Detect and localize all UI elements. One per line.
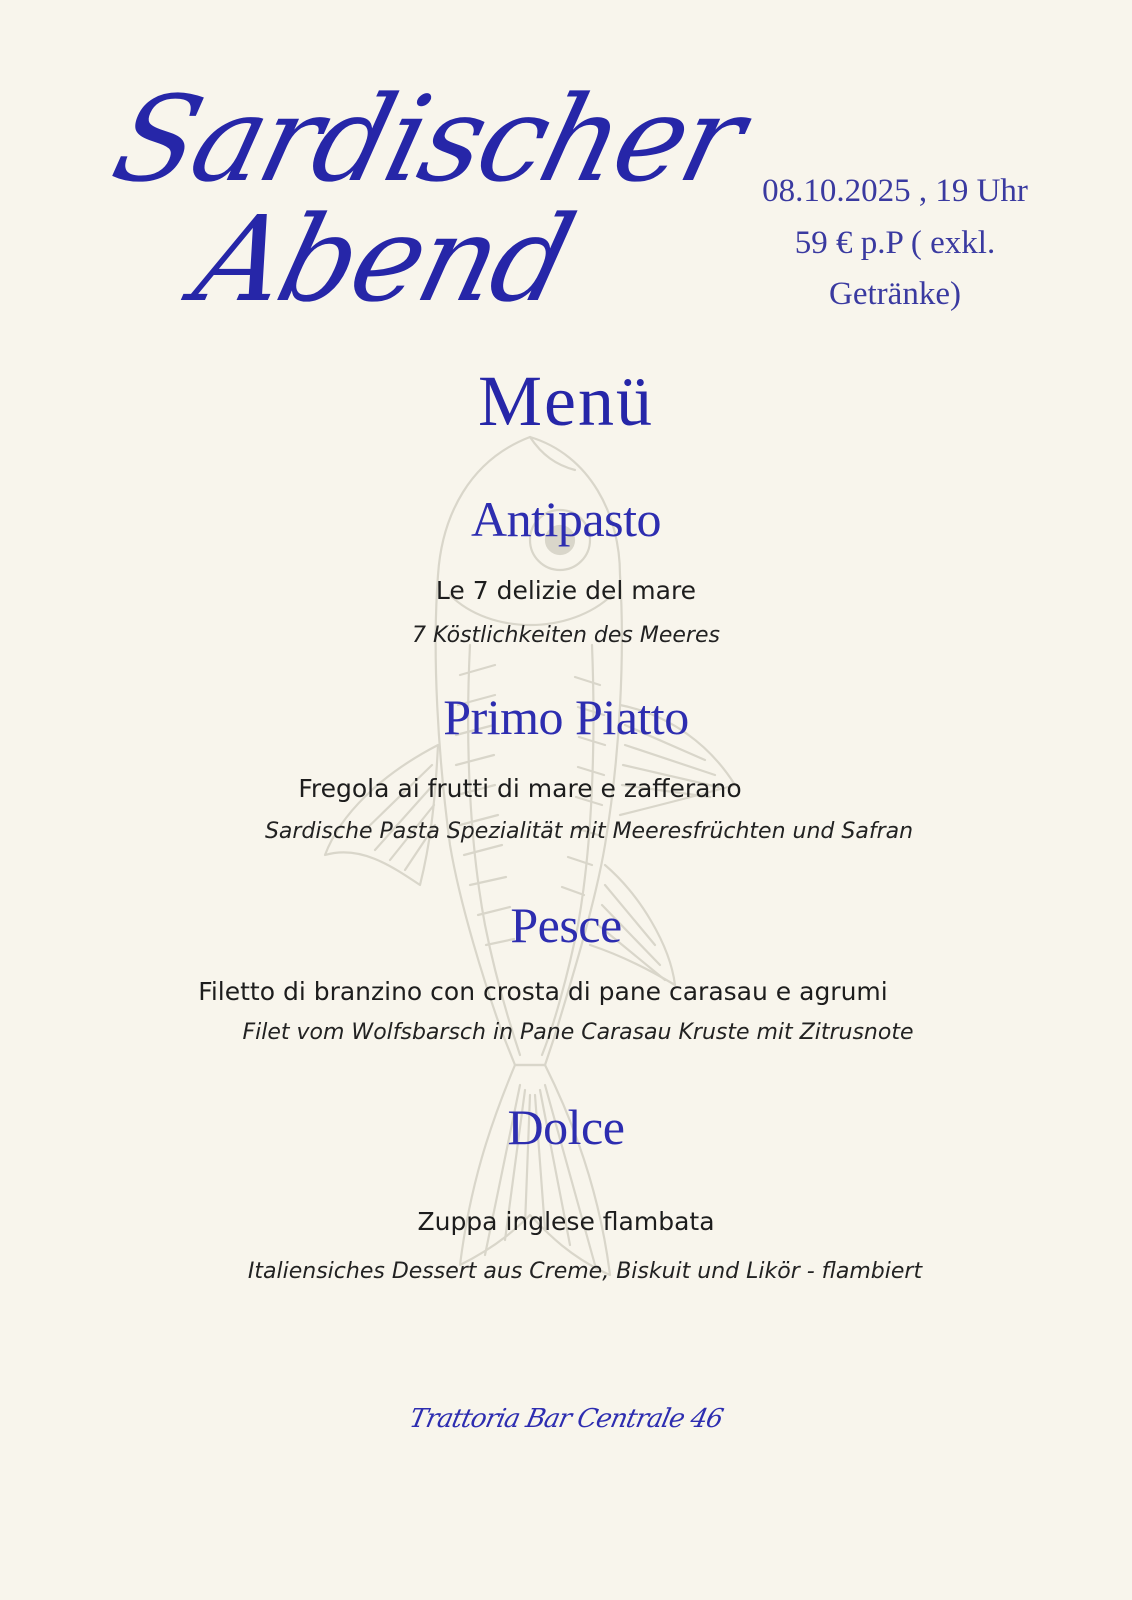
dish-dolce: Zuppa inglese flambata	[417, 1207, 715, 1236]
dish-antipasto: Le 7 delizie del mare	[435, 576, 697, 605]
event-info	[735, 165, 1055, 319]
event-date-time: 08.10.2025 , 19 Uhr	[762, 173, 1028, 209]
course-name-antipasto: Antipasto	[471, 491, 661, 547]
restaurant-signature: Trattoria Bar Centrale 46	[406, 1404, 726, 1434]
dish-description-pesce: Filet vom Wolfsbarsch in Pane Carasau Kruste mit Zitrusnote	[242, 1020, 914, 1045]
course-name-primo-piatto: Primo Piatto	[443, 689, 689, 745]
course-name-dolce: Dolce	[507, 1099, 625, 1155]
price-line-1: 59 € p.P ( exkl.	[794, 225, 996, 261]
course-name-pesce: Pesce	[510, 897, 622, 953]
menu-title: Menü	[478, 361, 654, 441]
event-title-line-2: Abend	[182, 190, 585, 328]
dish-description-dolce: Italiensiches Dessert aus Creme, Biskuit und Likör - flambiert	[247, 1259, 923, 1284]
event-title-line-1: Sardischer	[100, 70, 755, 208]
fish-illustration	[320, 425, 740, 1325]
dish-description-antipasto: 7 Köstlichkeiten des Meeres	[412, 623, 720, 648]
dish-description-primo-piatto: Sardische Pasta Spezialität mit Meeresfrüchten und Safran	[264, 819, 914, 844]
price-line-2: Getränke)	[829, 276, 961, 312]
dish-primo-piatto: Fregola ai frutti di mare e zafferano	[298, 774, 742, 803]
dish-pesce: Filetto di branzino con crosta di pane carasau e agrumi	[198, 977, 888, 1006]
